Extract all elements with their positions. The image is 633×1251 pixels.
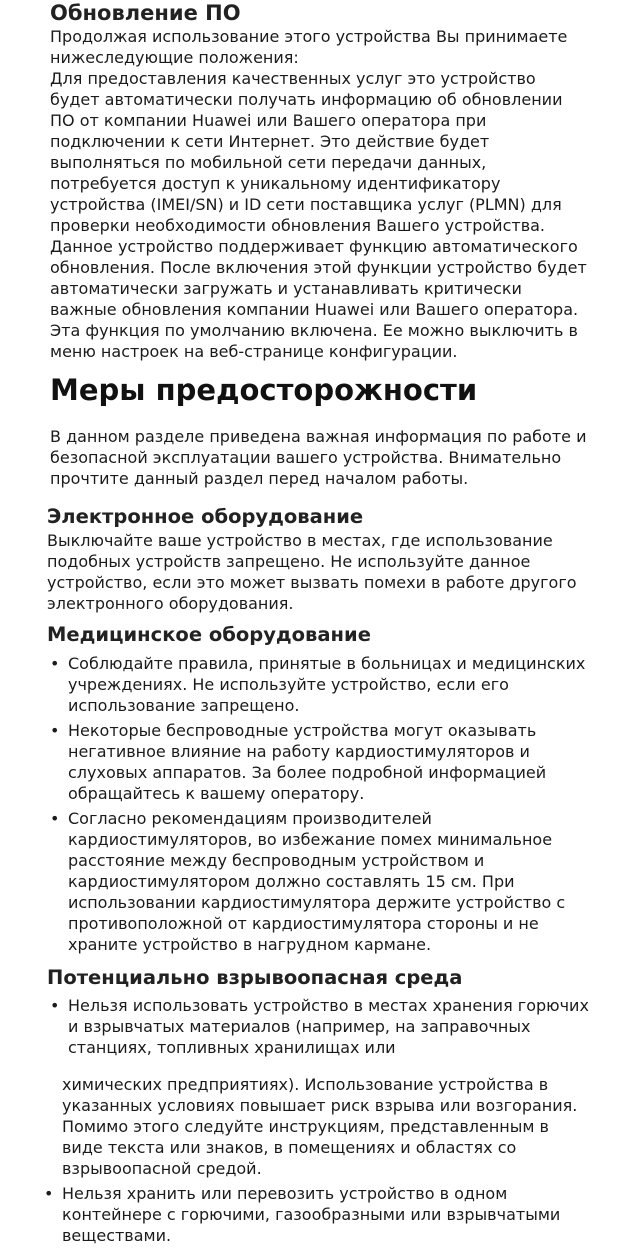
explosive-heading: Потенциально взрывоопасная среда [47,966,463,989]
electronic-text: Выключайте ваше устройство в местах, где использование подобных устройств запрещено. Не используйте данное устройство, если это может вызвать помехи в работе другого электронного оборудования. [47,531,577,613]
list-item-text: Соблюдайте правила, принятые в больницах и медицинских учреждениях. Не используйте устройство, если его использование запрещено. [68,654,586,715]
list-item-text: Некоторые беспроводные устройства могут оказывать негативное влияние на работу кардиостимуляторов и слуховых аппаратов. За более подробной информацией обращайтесь к вашему оператору. [68,721,547,803]
list-item [50,653,590,716]
list-item [50,995,590,1058]
bullet: • [44,1184,54,1203]
bullet: • [50,654,60,673]
explosive-list-2 [44,1183,589,1246]
electronic-heading: Электронное оборудование [47,505,364,528]
update-heading: Обновление ПО [50,1,241,25]
safety-heading: Меры предосторожности [50,373,478,407]
list-item-text: Согласно рекомендациям производителей кардиостимуляторов, во избежание помех минимальное расстояние между беспроводным устройством и кардиостимулятором должно составлять 15 см. При использовании кардиостимулятора держите устройство с противоположной от кардиостимулятора стороны и не храните устройство в нагрудном кармане. [68,809,566,954]
explosive-list [50,995,590,1058]
list-item [44,1183,589,1246]
update-body [50,26,590,362]
update-paragraph-1: Продолжая использование этого устройства Вы принимаете нижеследующие положения: [50,27,568,67]
explosive-item1-continued: химических предприятиях). Использование устройства в указанных условиях повышает риск взрыва или возгорания. Помимо этого следуйте инструкциям, представленным в виде текста или знаков, в помещениях и областях со взрывоопасной средой. [62,1075,578,1178]
medical-list [50,653,590,955]
list-item-text: Нельзя хранить или перевозить устройство в одном контейнере с горючими, газообразными или взрывчатыми веществами. [62,1184,561,1245]
safety-intro: В данном разделе приведена важная информация по работе и безопасной эксплуатации вашего устройства. Внимательно прочтите данный раздел перед началом работы. [50,427,587,488]
list-item [50,808,590,955]
list-item-text: Нельзя использовать устройство в местах хранения горючих и взрывчатых материалов (например, на заправочных станциях, топливных хранилищах или [68,996,589,1057]
list-item [50,720,590,804]
update-paragraph-3: Данное устройство поддерживает функцию автоматического обновления. После включения этой функции устройство будет автоматически загружать и устанавливать критически важные обновления компании Huawei или Вашего оператора. Эта функция по умолчанию включена. Ее можно выключить в меню настроек на веб-странице конфигурации. [50,237,587,361]
bullet: • [50,809,60,828]
bullet: • [50,721,60,740]
medical-heading: Медицинское оборудование [47,623,371,646]
bullet: • [50,996,60,1015]
update-paragraph-2: Для предоставления качественных услуг это устройство будет автоматически получать информацию об обновлении ПО от компании Huawei или Вашего оператора при подключении к сети Интернет. Это действие будет выполняться по мобильной сети передачи данных, потребуется доступ к уникальному идентификатору устройства (IMEI/SN) и ID сети поставщика услуг (PLMN) для проверки необходимости обновления Вашего устройства. [50,69,563,235]
